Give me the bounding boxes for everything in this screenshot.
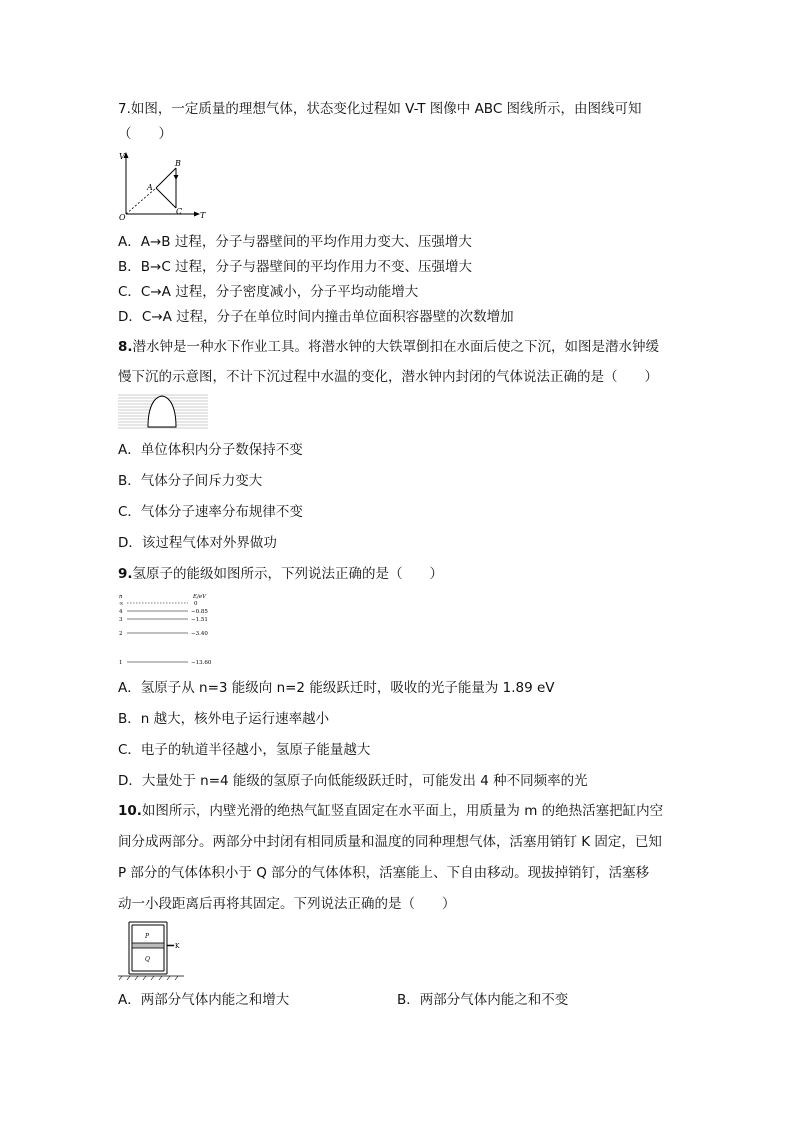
q8-stem-line-1: 8.潜水钟是一种水下作业工具。将潜水钟的大铁罩倒扣在水面后使之下沉，如图是潜水钟缓 bbox=[118, 339, 660, 355]
v-axis-label: V bbox=[119, 152, 125, 161]
q8-option-d: D．该过程气体对外界做功 bbox=[118, 535, 277, 551]
q8-number: 8. bbox=[118, 339, 133, 355]
level-1-e: −13.60 bbox=[191, 660, 212, 666]
q7-stem-line-2: （ ） bbox=[118, 126, 172, 142]
level-3-n: 3 bbox=[119, 617, 123, 623]
q10-cylinder-figure bbox=[118, 920, 188, 982]
level-3-e: −1.51 bbox=[191, 617, 208, 623]
level-1-n: 1 bbox=[119, 660, 123, 666]
q9-option-c: C．电子的轨道半径越小，氢原子能量越大 bbox=[118, 742, 371, 758]
q10-stem-line-3: P 部分的气体体积小于 Q 部分的气体体积，活塞能上、下自由移动。现拔掉销钉，活塞移 bbox=[118, 865, 650, 881]
q8-option-b: B．气体分子间斥力变大 bbox=[118, 473, 263, 489]
q10-stem-line-2: 间分成两部分。两部分中封闭有相同质量和温度的同种理想气体，活塞用销钉 K 固定，已知 bbox=[118, 834, 662, 850]
q8-diving-bell-figure bbox=[118, 392, 208, 432]
q7-option-c: C．C→A 过程，分子密度减小，分子平均动能增大 bbox=[118, 284, 419, 300]
q7-vt-graph bbox=[118, 150, 208, 222]
n-header: n bbox=[119, 594, 123, 600]
q9-number: 9. bbox=[118, 566, 133, 582]
q9-option-d: D．大量处于 n=4 能级的氢原子向低能级跃迁时，可能发出 4 种不同频率的光 bbox=[118, 773, 588, 789]
q8-option-c: C．气体分子速率分布规律不变 bbox=[118, 504, 303, 520]
p-label: P bbox=[145, 933, 150, 940]
q10-stem-line-1: 10.如图所示，内壁光滑的绝热气缸竖直固定在水平面上，用质量为 m 的绝热活塞把缸内空 bbox=[118, 803, 664, 819]
q7-stem-line-1: 7.如图，一定质量的理想气体，状态变化过程如 V-T 图像中 ABC 图线所示，由图线可知 bbox=[118, 101, 642, 117]
q9-option-a: A．氢原子从 n=3 能级向 n=2 能级跃迁时，吸收的光子能量为 1.89 eV bbox=[118, 680, 555, 696]
q7-option-b: B．B→C 过程，分子与器壁间的平均作用力不变、压强增大 bbox=[118, 259, 473, 275]
k-label: K bbox=[175, 943, 180, 950]
q9-energy-level-diagram bbox=[118, 592, 218, 668]
q10-option-b: B．两部分气体内能之和不变 bbox=[397, 992, 569, 1008]
level-2-e: −3.40 bbox=[191, 631, 208, 637]
q-label: Q bbox=[145, 956, 150, 963]
level-4-n: 4 bbox=[119, 609, 123, 615]
q9-option-b: B．n 越大，核外电子运行速率越小 bbox=[118, 711, 330, 727]
level-2-n: 2 bbox=[119, 631, 123, 637]
point-a-label: A bbox=[147, 183, 153, 192]
q8-stem-line-2: 慢下沉的示意图，不计下沉过程中水温的变化，潜水钟内封闭的气体说法正确的是（ ） bbox=[118, 369, 658, 385]
q10-option-a: A．两部分气体内能之和增大 bbox=[118, 992, 290, 1008]
origin-label: O bbox=[119, 213, 126, 222]
q7-option-d: D．C→A 过程，分子在单位时间内撞击单位面积容器壁的次数增加 bbox=[118, 309, 514, 325]
t-axis-label: T bbox=[200, 211, 206, 220]
q8-option-a: A．单位体积内分子数保持不变 bbox=[118, 442, 303, 458]
level-inf-n: ∞ bbox=[119, 601, 124, 607]
q9-stem: 9.氢原子的能级如图所示，下列说法正确的是（ ） bbox=[118, 566, 444, 582]
energy-header: E/eV bbox=[193, 594, 207, 600]
level-inf-e: 0 bbox=[194, 601, 198, 607]
q10-stem-line-4: 动一小段距离后再将其固定。下列说法正确的是（ ） bbox=[118, 896, 456, 912]
point-c-label: C bbox=[176, 207, 183, 216]
level-4-e: −0.85 bbox=[191, 609, 208, 615]
q10-number: 10. bbox=[118, 803, 142, 819]
piston bbox=[132, 943, 164, 948]
point-b-label: B bbox=[175, 159, 181, 168]
q7-option-a: A．A→B 过程，分子与器壁间的平均作用力变大、压强增大 bbox=[118, 234, 472, 250]
